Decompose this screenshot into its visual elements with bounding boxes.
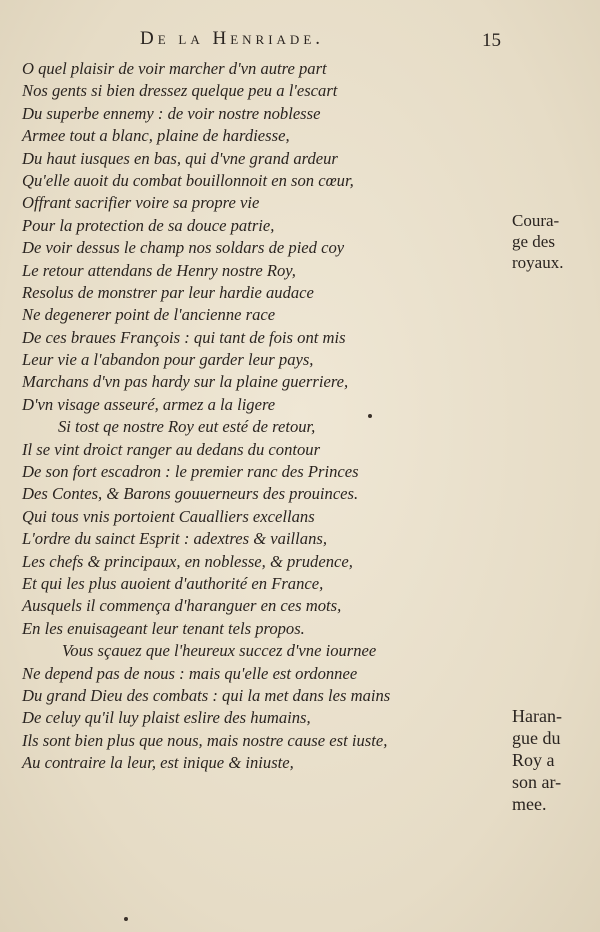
verse-line: Les chefs & principaux, en noblesse, & prudence,: [22, 551, 353, 571]
verse-line: Pour la protection de sa douce patrie,: [22, 215, 275, 235]
verse-line: Le retour attendans de Henry nostre Roy,: [22, 260, 296, 280]
margin-note-harangue: [512, 705, 598, 815]
verse-line: Leur vie a l'abandon pour garder leur pays,: [22, 350, 314, 370]
margin-note-line: Coura-: [512, 211, 560, 230]
verse-line: De voir dessus le champ nos soldars de pied coy: [22, 238, 345, 258]
margin-note-line: Roy a: [512, 750, 555, 770]
verse-line: Des Contes, & Barons gouuerneurs des prouinces.: [22, 484, 359, 504]
verse-line: Qu'elle auoit du combat bouillonnoit en son cœur,: [22, 170, 354, 190]
verse-line: Du haut iusques en bas, qui d'vne grand ardeur: [22, 148, 338, 168]
verse-line: Au contraire la leur, est inique & iniuste,: [22, 753, 294, 773]
page-number: 15: [482, 30, 501, 51]
verse-line: O quel plaisir de voir marcher d'vn autre part: [22, 59, 327, 78]
margin-note-courage: [512, 210, 598, 273]
verse-line: Resolus de monstrer par leur hardie audace: [22, 282, 314, 302]
verse-line: Armee tout a blanc, plaine de hardiesse,: [22, 126, 290, 146]
margin-note-line: son ar-: [512, 772, 562, 792]
verse-line: Ne depend pas de nous : mais qu'elle est ordonnee: [22, 663, 358, 683]
verse-line: En les enuisageant leur tenant tels propos.: [22, 618, 305, 638]
verse-line: Du grand Dieu des combats : qui la met dans les mains: [22, 685, 391, 705]
verse-line: Qui tous vnis portoient Caualliers excellans: [22, 506, 315, 526]
ink-speck: [124, 917, 128, 921]
verse-line: Il se vint droict ranger au dedans du contour: [22, 439, 321, 459]
verse-line: De ces braues François : qui tant de fois ont mis: [22, 327, 346, 347]
margin-note-line: royaux.: [512, 253, 564, 272]
verse-line: Et qui les plus auoient d'authorité en France,: [22, 573, 324, 593]
verse-line: Du superbe ennemy : de voir nostre noblesse: [22, 103, 321, 123]
verse-line: Ne degenerer point de l'ancienne race: [22, 305, 276, 325]
verse-line: De son fort escadron : le premier ranc des Princes: [22, 462, 359, 482]
ink-speck: [368, 414, 372, 418]
verse-line: Marchans d'vn pas hardy sur la plaine guerriere,: [22, 372, 349, 392]
verse-block: [22, 58, 492, 775]
verse-line: D'vn visage asseuré, armez a la ligere: [22, 394, 276, 414]
verse-line: Vous sçauez que l'heureux succez d'vne iournee: [62, 641, 377, 661]
margin-note-line: mee.: [512, 794, 547, 814]
verse-line: Ausquels il commença d'haranguer en ces mots,: [22, 596, 342, 616]
margin-note-line: ge des: [512, 232, 555, 251]
running-title: De la Henriade.: [140, 28, 325, 49]
margin-note-line: Haran-: [512, 706, 562, 726]
verse-line: L'ordre du sainct Esprit : adextres & vaillans,: [22, 529, 327, 549]
verse-line: Si tost qe nostre Roy eut esté de retour,: [58, 417, 316, 437]
verse-line: Ils sont bien plus que nous, mais nostre cause est iuste,: [22, 730, 388, 750]
verse-line: Offrant sacrifier voire sa propre vie: [22, 193, 260, 213]
verse-line: De celuy qu'il luy plaist eslire des humains,: [22, 708, 311, 728]
verse-line: Nos gents si bien dressez quelque peu a l'escart: [22, 81, 338, 101]
margin-note-line: gue du: [512, 728, 561, 748]
